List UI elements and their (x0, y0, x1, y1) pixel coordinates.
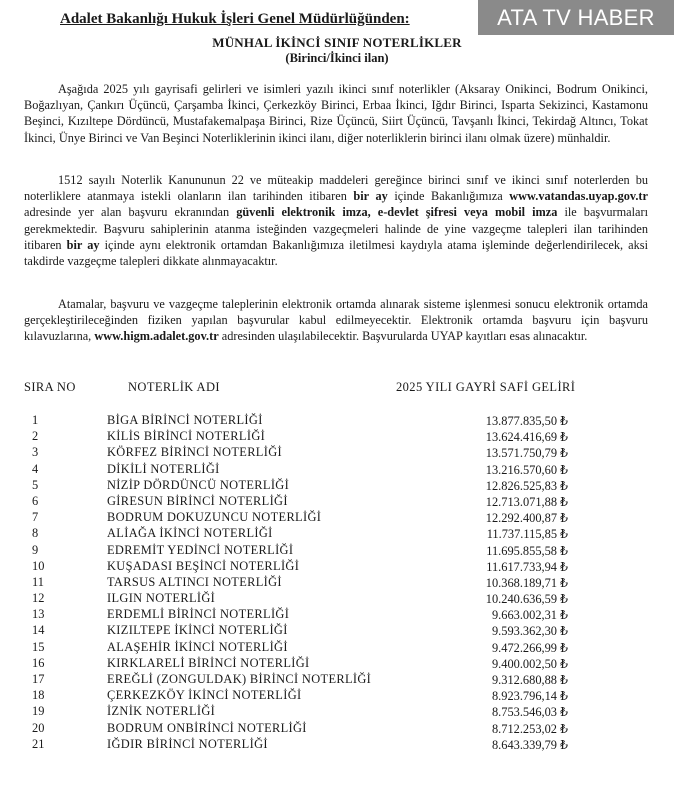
notary-name: ALİAĞA İKİNCİ NOTERLİĞİ (107, 526, 273, 541)
header-sira-no: SIRA NO (24, 380, 76, 394)
notice-title: MÜNHAL İKİNCİ SINIF NOTERLİKLER (212, 35, 462, 50)
notary-name: ÇERKEZKÖY İKİNCİ NOTERLİĞİ (107, 688, 302, 703)
gross-income: 10.368.189,71 ₺ (485, 575, 568, 590)
row-number: 8 (32, 526, 39, 541)
notary-name: KIRKLARELİ BİRİNCİ NOTERLİĞİ (107, 655, 310, 670)
header-noterlik-adi: NOTERLİK ADI (128, 380, 220, 394)
organization-title: Adalet Bakanlığı Hukuk İşleri Genel Müdürlüğünden: (60, 11, 410, 27)
table-row (0, 413, 674, 429)
gross-income: 8.753.546,03 ₺ (491, 705, 568, 720)
row-number: 17 (32, 672, 45, 686)
table-row (0, 429, 674, 445)
link-higm-adalet[interactable]: www.higm.adalet.gov.tr (94, 329, 219, 344)
table-header (0, 380, 674, 398)
emphasis-signature-methods: güvenli elektronik imza, e-devlet şifresi veya mobil imza (236, 205, 558, 220)
notary-name: BODRUM DOKUZUNCU NOTERLİĞİ (107, 510, 322, 525)
gross-income: 9.400.002,50 ₺ (491, 656, 568, 671)
gross-income: 11.737.115,85 ₺ (486, 527, 568, 542)
emphasis-deadline: bir ay (66, 237, 100, 252)
notary-name: TARSUS ALTINCI NOTERLİĞİ (107, 574, 282, 589)
notary-name: ALAŞEHİR İKİNCİ NOTERLİĞİ (107, 639, 288, 654)
link-vatandas-uyap[interactable]: www.vatandas.uyap.gov.tr (509, 189, 648, 204)
notary-name: KÖRFEZ BİRİNCİ NOTERLİĞİ (107, 445, 282, 460)
row-number: 19 (32, 704, 45, 719)
notary-name: GİRESUN BİRİNCİ NOTERLİĞİ (107, 493, 288, 508)
row-number: 9 (32, 542, 39, 557)
row-number: 10 (32, 558, 45, 573)
gross-income: 9.663.002,31 ₺ (491, 608, 568, 623)
table-row (0, 559, 674, 575)
paragraph-text: adresinde yer alan başvuru ekranından (24, 205, 237, 220)
table-row (0, 526, 674, 542)
gross-income: 12.826.525,83 ₺ (485, 478, 568, 493)
notary-name: IĞDIR BİRİNCİ NOTERLİĞİ (107, 736, 268, 751)
table-row (0, 445, 674, 461)
table-row (0, 737, 674, 753)
table-row (0, 607, 674, 623)
header-gelir: 2025 YILI GAYRİ SAFİ GELİRİ (396, 380, 576, 394)
row-number: 12 (32, 591, 45, 606)
gross-income: 9.472.266,99 ₺ (491, 640, 568, 655)
paragraph-application (24, 172, 648, 269)
row-number: 15 (32, 639, 45, 654)
table-row (0, 640, 674, 656)
paragraph-text: içinde Bakanlığımıza (387, 189, 510, 204)
row-number: 6 (32, 493, 39, 508)
watermark-logo: ATA TV HABER (478, 0, 674, 35)
paragraph-intro (24, 81, 648, 146)
gross-income: 13.624.416,69 ₺ (485, 430, 568, 445)
row-number: 11 (32, 574, 44, 589)
gross-income: 12.713.071,88 ₺ (485, 494, 568, 509)
notary-name: BİGA BİRİNCİ NOTERLİĞİ (107, 413, 263, 427)
gross-income: 8.643.339,79 ₺ (491, 737, 568, 752)
row-number: 20 (32, 720, 45, 735)
table-row (0, 704, 674, 720)
row-number: 4 (32, 461, 39, 476)
gross-income: 12.292.400,87 ₺ (485, 511, 568, 526)
notary-name: BODRUM ONBİRİNCİ NOTERLİĞİ (107, 720, 307, 735)
row-number: 14 (32, 623, 45, 638)
notary-table (0, 413, 674, 753)
table-row (0, 656, 674, 672)
gross-income: 13.877.835,50 ₺ (485, 414, 568, 428)
notary-name: KİLİS BİRİNCİ NOTERLİĞİ (107, 429, 266, 444)
paragraph-intro-text: Aşağıda 2025 yılı gayrisafi gelirleri ve isimleri yazılı ikinci sınıf noterlikler (Aksaray Onikinci, Bodrum Onikinci, Boğazlıyan, Çankırı Üçüncü, Çarşamba İkinci, Çerkezköy Birinci, Erbaa İkinci, Iğdır Birinci, Isparta Sekizinci, Kastamonu Beşinci, Kızıltepe Dördüncü, Mustafakemalpaşa Birinci, Rize Üçüncü, Siirt Üçüncü, Tavşanlı İkinci, Tekirdağ Altıncı, Tokat İkinci, Ünye Birinci ve Van Beşinci Noterliklerinin ikinci ilanı, diğer noterliklerin birinci ilanı olmak üzere) münhaldir. (24, 82, 648, 145)
paragraph-text: adresinden ulaşılabilecektir. Başvurularda UYAP kayıtları esas alınacaktır. (218, 329, 588, 344)
paragraph-electronic (24, 296, 648, 345)
table-row (0, 672, 674, 688)
table-row (0, 575, 674, 591)
gross-income: 8.923.796,14 ₺ (491, 689, 568, 704)
gross-income: 8.712.253,02 ₺ (491, 721, 568, 736)
paragraph-text: Atamalar, başvuru ve vazgeçme taleplerinin elektronik ortamda alınarak sisteme işlenmesi sonucu elektronik ortamda gerçekleştirileceğinden fiziken yapılan başvurular kabul edilmeyecektir. Elektronik ortamda başvuru için başvuru kılavuzlarına, (24, 297, 648, 344)
notary-name: EREĞLİ (ZONGULDAK) BİRİNCİ NOTERLİĞİ (107, 672, 372, 686)
notary-name: ERDEMLİ BİRİNCİ NOTERLİĞİ (107, 607, 290, 622)
row-number: 21 (32, 736, 45, 751)
row-number: 5 (32, 477, 39, 492)
table-row (0, 510, 674, 526)
notary-name: ILGIN NOTERLİĞİ (107, 591, 216, 606)
notary-name: EDREMİT YEDİNCİ NOTERLİĞİ (107, 542, 294, 557)
paragraph-text: içinde aynı elektronik ortamdan Bakanlığımıza iletilmesi kaydıyla atama işleminde değerlendirilecek, aksi takdirde vazgeçme talepleri dikkate alınmayacaktır. (24, 237, 648, 269)
row-number: 1 (32, 413, 39, 427)
row-number: 16 (32, 655, 45, 670)
paragraph-text: 1512 sayılı Noterlik Kanununun 22 ve müteakip maddeleri gereğince birinci sınıf ve ikinci sınıf noterlerden bu noterliklere atanmaya istekli olanların ilan tarihinden itibaren (24, 173, 648, 204)
row-number: 7 (32, 510, 39, 525)
table-row (0, 494, 674, 510)
gross-income: 10.240.636,59 ₺ (485, 592, 568, 607)
notary-name: İZNİK NOTERLİĞİ (107, 704, 216, 719)
gross-income: 9.593.362,30 ₺ (491, 624, 568, 639)
notice-subtitle: (Birinci/İkinci ilan) (285, 51, 389, 65)
emphasis-deadline: bir ay (353, 189, 388, 204)
gross-income: 11.617.733,94 ₺ (486, 559, 568, 574)
gross-income: 13.571.750,79 ₺ (485, 446, 568, 461)
notary-name: KIZILTEPE İKİNCİ NOTERLİĞİ (107, 623, 288, 638)
table-row (0, 688, 674, 704)
notary-name: NİZİP DÖRDÜNCÜ NOTERLİĞİ (107, 477, 290, 492)
table-row (0, 591, 674, 607)
table-row (0, 623, 674, 639)
row-number: 13 (32, 607, 45, 622)
gross-income: 13.216.570,60 ₺ (485, 462, 568, 477)
notary-name: KUŞADASI BEŞİNCİ NOTERLİĞİ (107, 558, 300, 573)
paragraph-text: ile başvurmaları gerekmektedir. Başvuru sahiplerinin atanma isteğinden vazgeçmeleri halinde de yine vazgeçme talepleri ilan tarihinden itibaren (24, 205, 649, 252)
gross-income: 11.695.855,58 ₺ (486, 543, 568, 558)
notary-name: DİKİLİ NOTERLİĞİ (107, 461, 220, 476)
table-row (0, 543, 674, 559)
row-number: 2 (32, 429, 39, 444)
gross-income: 9.312.680,88 ₺ (491, 673, 568, 687)
table-row (0, 462, 674, 478)
table-row (0, 478, 674, 494)
table-row (0, 721, 674, 737)
row-number: 3 (32, 445, 39, 460)
row-number: 18 (32, 688, 45, 703)
